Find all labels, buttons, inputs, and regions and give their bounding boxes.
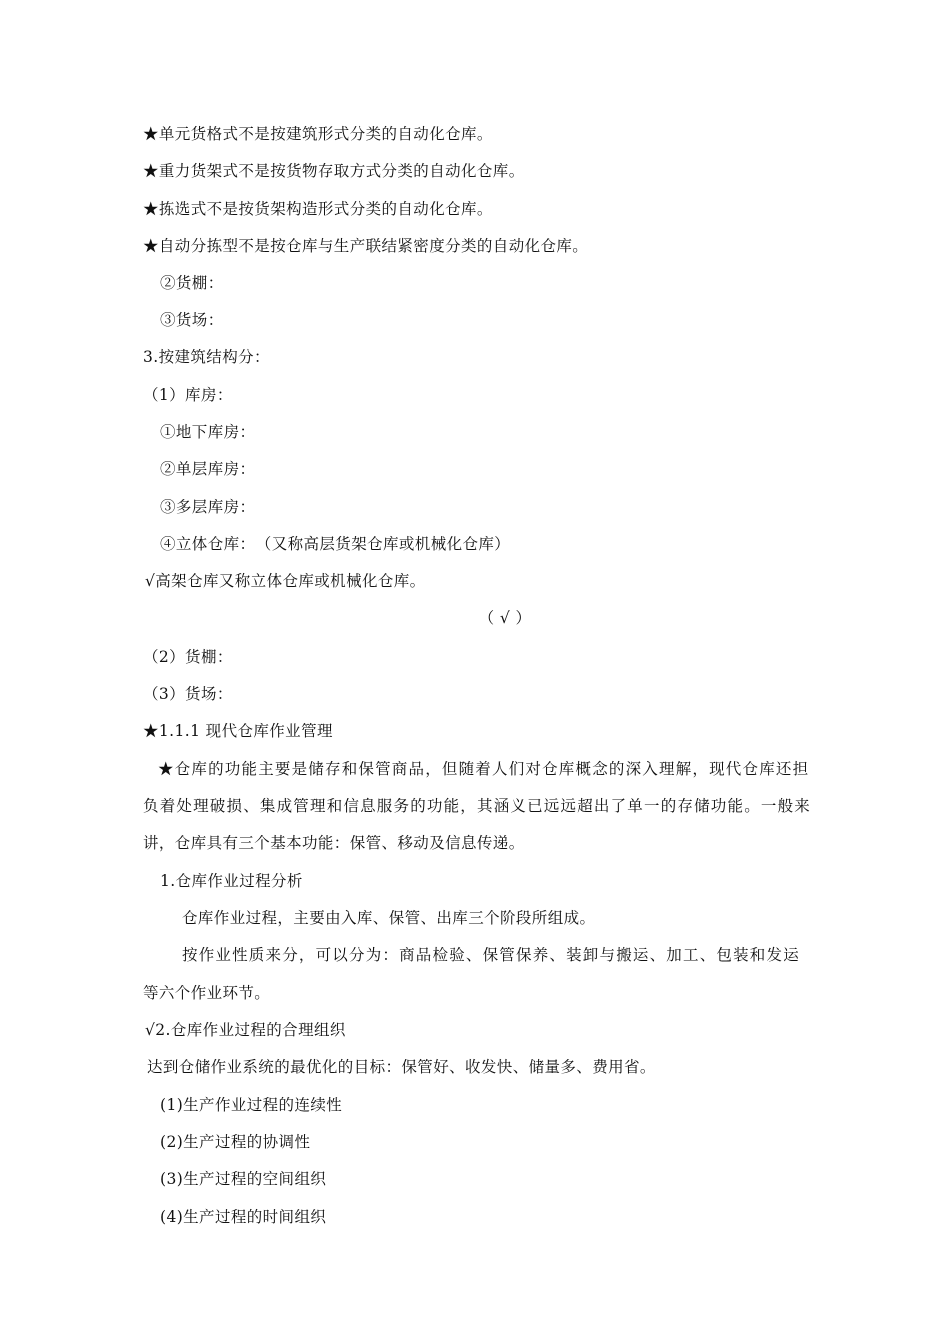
item-goods-yard-1: ③货场： <box>160 311 224 329</box>
principle-coordination: (2)生产过程的协调性 <box>160 1133 311 1151</box>
principle-continuity: (1)生产作业过程的连续性 <box>160 1096 343 1114</box>
item-single-story: ②单层库房： <box>160 460 256 478</box>
item-warehouse-room: （1）库房： <box>143 386 233 404</box>
paragraph-line-1: ★仓库的功能主要是储存和保管商品，但随着人们对仓库概念的深入理解，现代仓库还担 <box>158 760 810 778</box>
star-note-unit-shelf: ★单元货格式不是按建筑形式分类的自动化仓库。 <box>143 125 493 143</box>
process-steps-line-1: 按作业性质来分，可以分为：商品检验、保管保养、装卸与搬运、加工、包装和发运 <box>182 946 800 964</box>
item-stereo-warehouse: ④立体仓库： （又称高层货架仓库或机械化仓库） <box>160 535 511 553</box>
paragraph-line-2: 负着处理破损、集成管理和信息服务的功能，其涵义已远远超出了单一的存储功能。一般来 <box>143 797 812 815</box>
item-goods-yard-2: （3）货场： <box>143 685 233 703</box>
item-goods-shed-1: ②货棚： <box>160 274 224 292</box>
item-goods-shed-2: （2）货棚： <box>143 648 233 666</box>
principle-spatial: (3)生产过程的空间组织 <box>160 1170 327 1188</box>
subheading-process-analysis: 1.仓库作业过程分析 <box>160 872 303 890</box>
answer-mark: （ √ ） <box>478 609 532 627</box>
optimization-goal: 达到仓储作业系统的最优化的目标：保管好、收发快、储量多、费用省。 <box>147 1058 656 1076</box>
true-statement: √高架仓库又称立体仓库或机械化仓库。 <box>145 572 426 590</box>
item-multi-story: ③多层库房： <box>160 498 256 516</box>
star-note-gravity-shelf: ★重力货架式不是按货物存取方式分类的自动化仓库。 <box>143 162 525 180</box>
star-note-auto-sorting: ★自动分拣型不是按仓库与生产联结紧密度分类的自动化仓库。 <box>143 237 589 255</box>
star-note-picking: ★拣选式不是按货架构造形式分类的自动化仓库。 <box>143 200 493 218</box>
section-heading-1-1-1: ★1.1.1 现代仓库作业管理 <box>143 722 333 740</box>
heading-by-structure: 3.按建筑结构分： <box>143 348 270 366</box>
subheading-reasonable-organization: √2.仓库作业过程的合理组织 <box>145 1021 346 1039</box>
item-underground: ①地下库房： <box>160 423 256 441</box>
principle-temporal: (4)生产过程的时间组织 <box>160 1208 327 1226</box>
process-stages: 仓库作业过程，主要由入库、保管、出库三个阶段所组成。 <box>182 909 596 927</box>
process-steps-line-2: 等六个作业环节。 <box>143 984 271 1002</box>
paragraph-line-3: 讲，仓库具有三个基本功能：保管、移动及信息传递。 <box>143 834 525 852</box>
